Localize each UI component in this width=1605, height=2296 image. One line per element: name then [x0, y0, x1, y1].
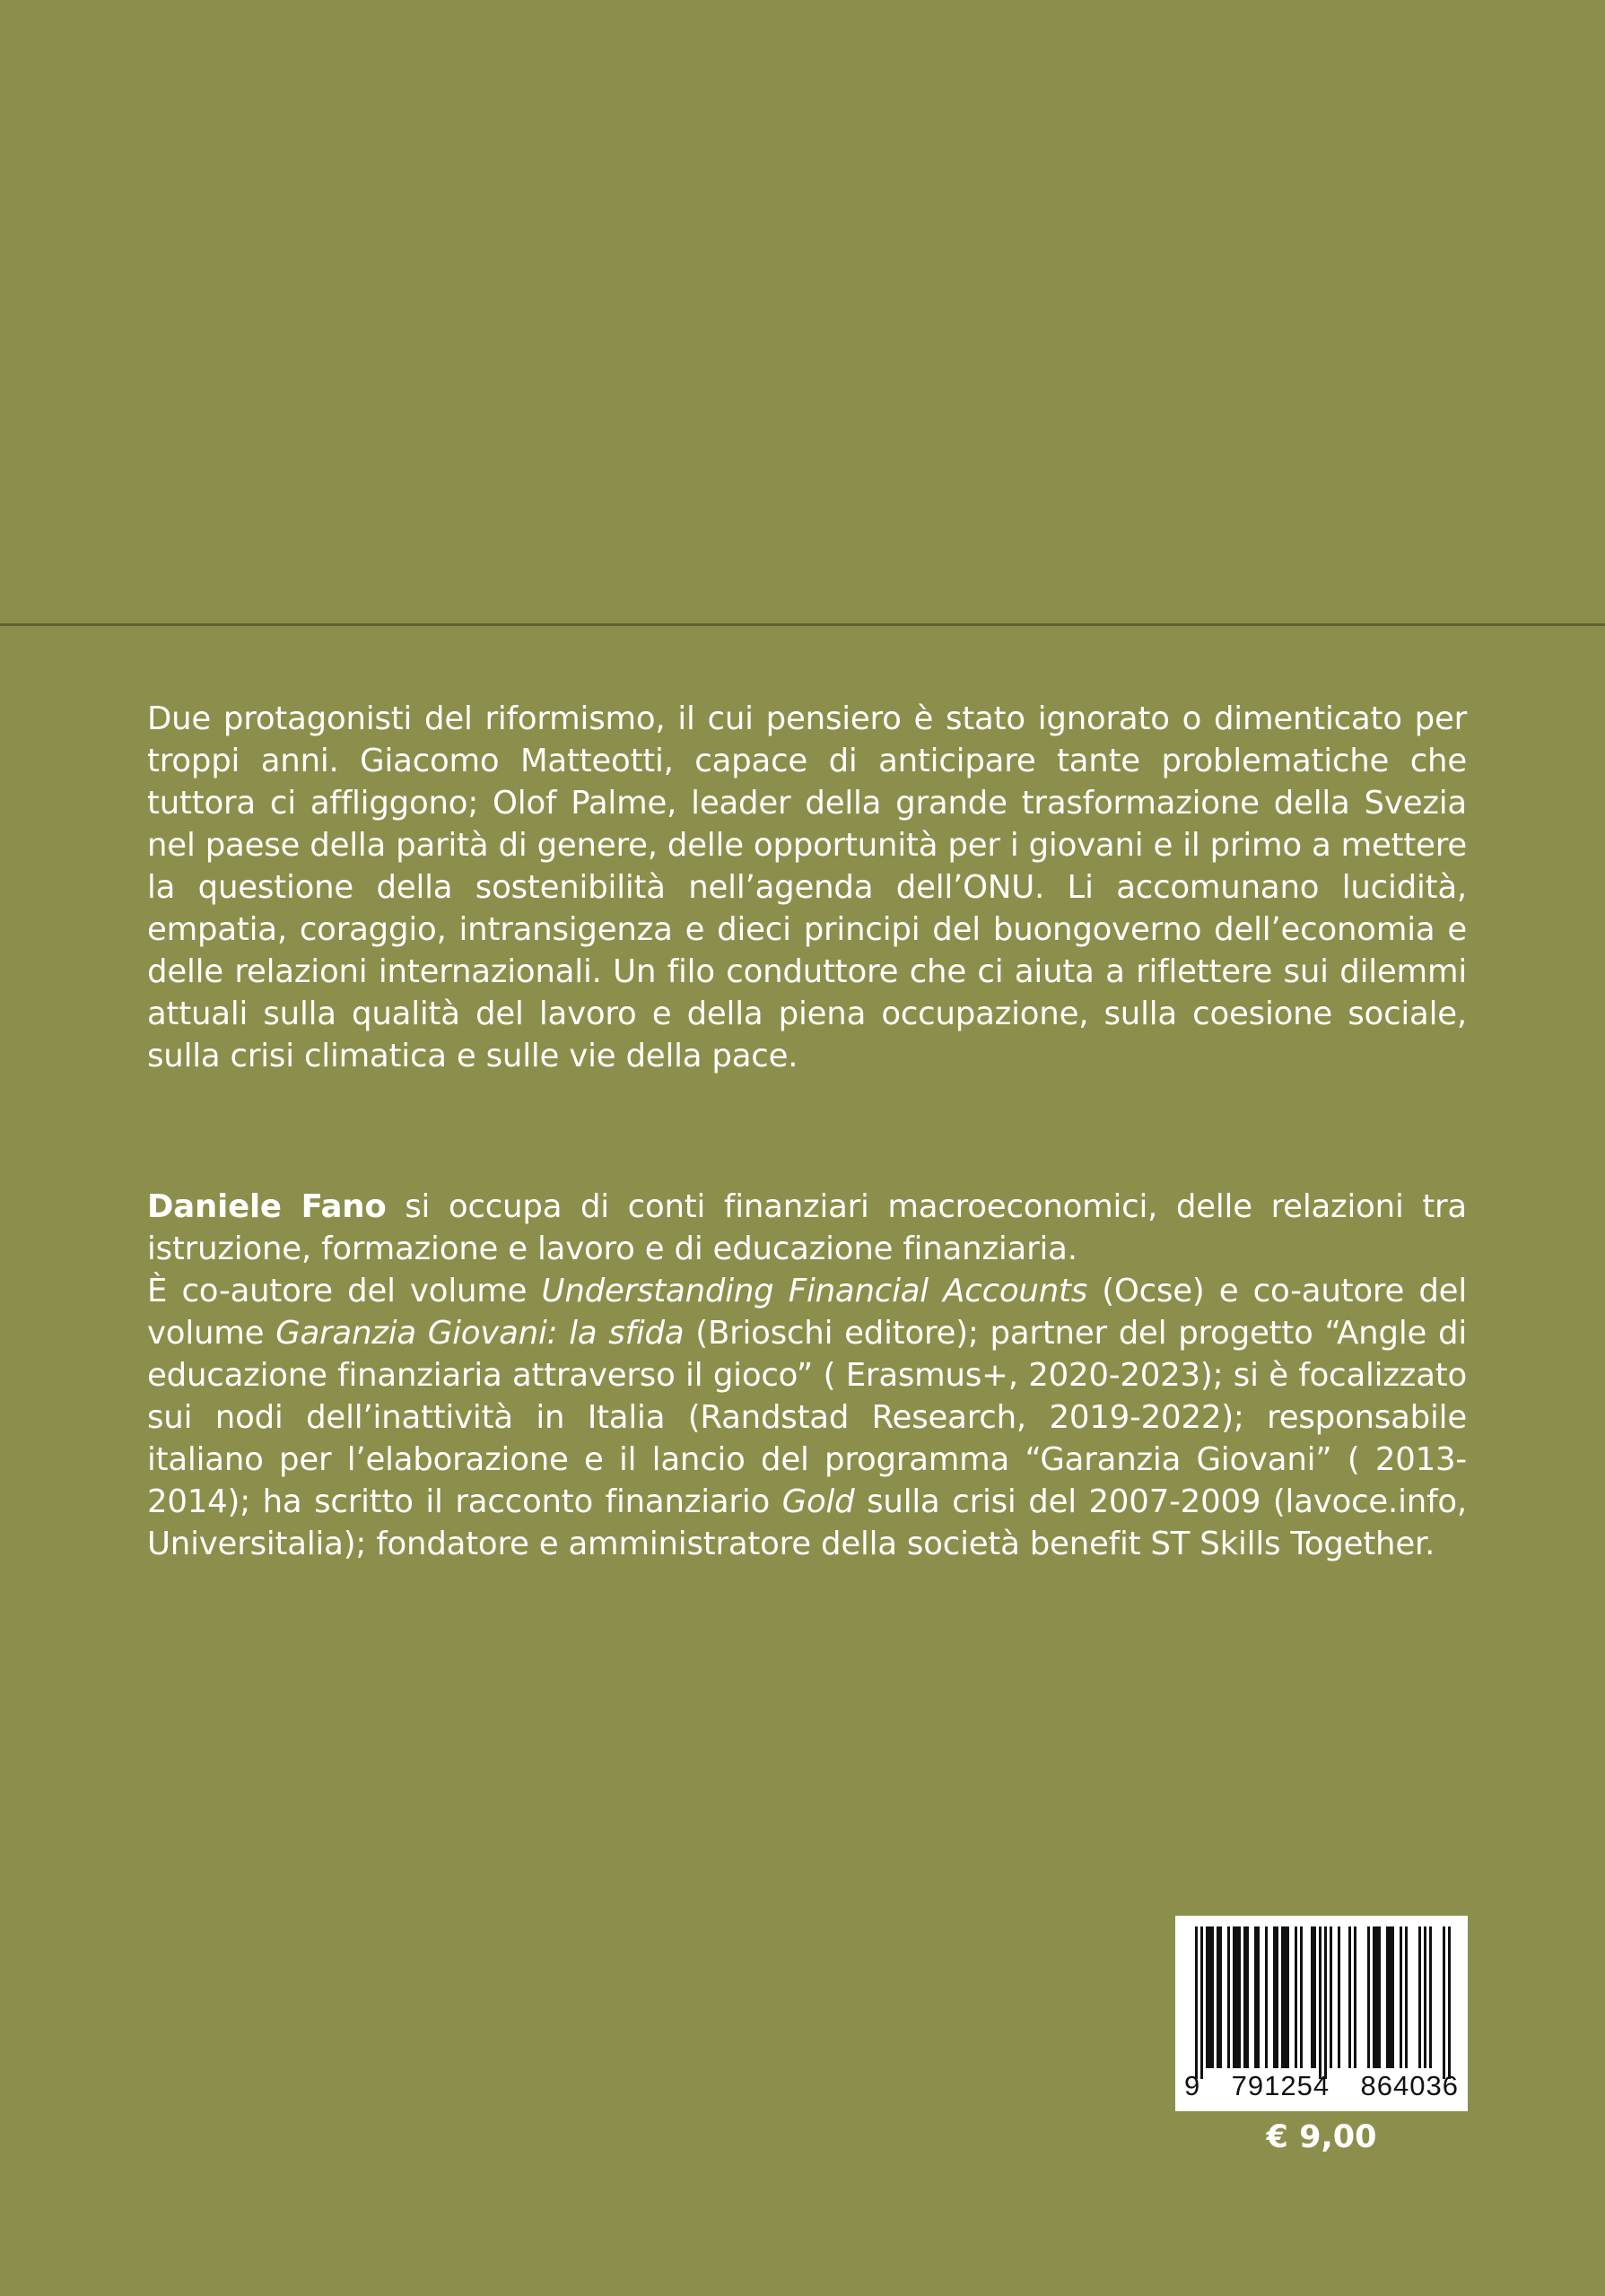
barcode-bar	[1227, 1926, 1230, 2068]
bio-paragraph-1	[147, 1186, 1467, 1270]
isbn-number	[1175, 2070, 1468, 2102]
barcode-bar	[1246, 1926, 1249, 2068]
barcode-bar	[1238, 1926, 1241, 2068]
barcode-bar	[1219, 1926, 1222, 2068]
bio-text-d: sulla crisi del 2007-2009 (lavoce.info, Universitalia); fondatore e amministratore della società benefit ST Skills Together.	[147, 1483, 1467, 1562]
barcode-bar	[1257, 1926, 1260, 2068]
barcode-bar	[1443, 1926, 1445, 2079]
bio-paragraph-2	[147, 1270, 1467, 1565]
barcode-bar	[1211, 1926, 1214, 2068]
barcode-bar	[1295, 1926, 1297, 2068]
barcode-bar	[1287, 1926, 1289, 2068]
barcode-bar	[1311, 1926, 1313, 2068]
barcode-bar	[1235, 1926, 1238, 2068]
bio-text-b: (Ocse) e co-autore del volume	[147, 1273, 1467, 1352]
bio-text-a: È co-autore del volume	[147, 1273, 542, 1309]
barcode-bar	[1200, 1926, 1203, 2079]
barcode-bar	[1281, 1926, 1284, 2068]
author-bio	[147, 1186, 1467, 1565]
barcode-bar	[1217, 1926, 1219, 2068]
barcode-bar	[1367, 1926, 1370, 2068]
barcode-bar	[1254, 1926, 1257, 2068]
barcode-bar	[1418, 1926, 1421, 2068]
book-blurb: Due protagonisti del riformismo, il cui pensiero è stato ignorato o dimenticato per troppi anni. Giacomo Matteotti, capace di anticipare tante problematiche che tuttora ci affliggono; Olof Palme, leader della grande trasformazione della Svezia nel paese della parità di genere, delle opportunità per i giovani e il primo a mettere la questione della sostenibilità nell’agenda dell’ONU. Li accomunano lucidità, empatia, coraggio, intransigenza e dieci principi del buongoverno dell’economia e delle relazioni internazionali. Un filo conduttore che ci aiuta a riflettere sui dilemmi attuali sulla qualità del lavoro e della piena occupazione, sulla coesione sociale, sulla crisi climatica e sulle vie della pace.	[147, 700, 1468, 1074]
isbn-group-2: 864036	[1360, 2070, 1459, 2101]
barcode	[1175, 1916, 1468, 2111]
price-label: € 9,00	[1266, 2119, 1377, 2155]
barcode-bar	[1313, 1926, 1316, 2068]
barcode-bar	[1348, 1926, 1351, 2068]
barcode-bar	[1319, 1926, 1322, 2079]
isbn-first-digit: 9	[1184, 2070, 1201, 2101]
barcode-bar	[1243, 1926, 1246, 2068]
barcode-bar	[1300, 1926, 1303, 2068]
book-title-3: Gold	[781, 1483, 855, 1520]
barcode-bar	[1378, 1926, 1381, 2068]
book-title-1: Understanding Financial Accounts	[541, 1273, 1088, 1309]
barcode-bar	[1195, 1926, 1198, 2079]
bio-text-c: (Brioschi editore); partner del progetto “Angle di educazione finanziaria attraverso il gioco” ( Erasmus+, 2020-2023); si è focalizzato sui nodi dell’inattività in Italia (Randstad Research, 2019-2022); responsabile italiano per l’elaborazione e il lancio del programma “Garanzia Giovani” ( 2013-2014); ha scritto il racconto finanziario	[147, 1315, 1467, 1520]
barcode-bar	[1405, 1926, 1408, 2068]
barcode-bar	[1429, 1926, 1432, 2068]
barcode-bar	[1338, 1926, 1340, 2068]
barcode-bar	[1330, 1926, 1332, 2068]
barcode-bar	[1391, 1926, 1394, 2068]
barcode-bar	[1400, 1926, 1402, 2068]
barcode-bar	[1206, 1926, 1208, 2068]
barcode-bar	[1324, 1926, 1327, 2079]
bio-line-1: si occupa di conti finanziari macroeconomici, delle relazioni tra istruzione, formazione e lavoro e di educazione finanziaria.	[147, 1188, 1467, 1267]
divider-line	[0, 623, 1605, 626]
barcode-bar	[1424, 1926, 1426, 2068]
barcode-bar	[1373, 1926, 1375, 2068]
author-name: Daniele Fano	[147, 1188, 387, 1225]
barcode-bar	[1389, 1926, 1391, 2068]
barcode-bar	[1375, 1926, 1378, 2068]
barcode-bar	[1233, 1926, 1235, 2068]
barcode-bar	[1273, 1926, 1276, 2068]
barcode-bar	[1354, 1926, 1356, 2068]
book-title-2: Garanzia Giovani: la sfida	[275, 1315, 685, 1352]
isbn-group-1: 791254	[1231, 2070, 1330, 2101]
barcode-bar	[1208, 1926, 1211, 2068]
barcode-bar	[1284, 1926, 1287, 2068]
barcode-bar	[1276, 1926, 1278, 2068]
barcode-bar	[1265, 1926, 1268, 2068]
barcode-bar	[1386, 1926, 1389, 2068]
barcode-bar	[1448, 1926, 1451, 2079]
